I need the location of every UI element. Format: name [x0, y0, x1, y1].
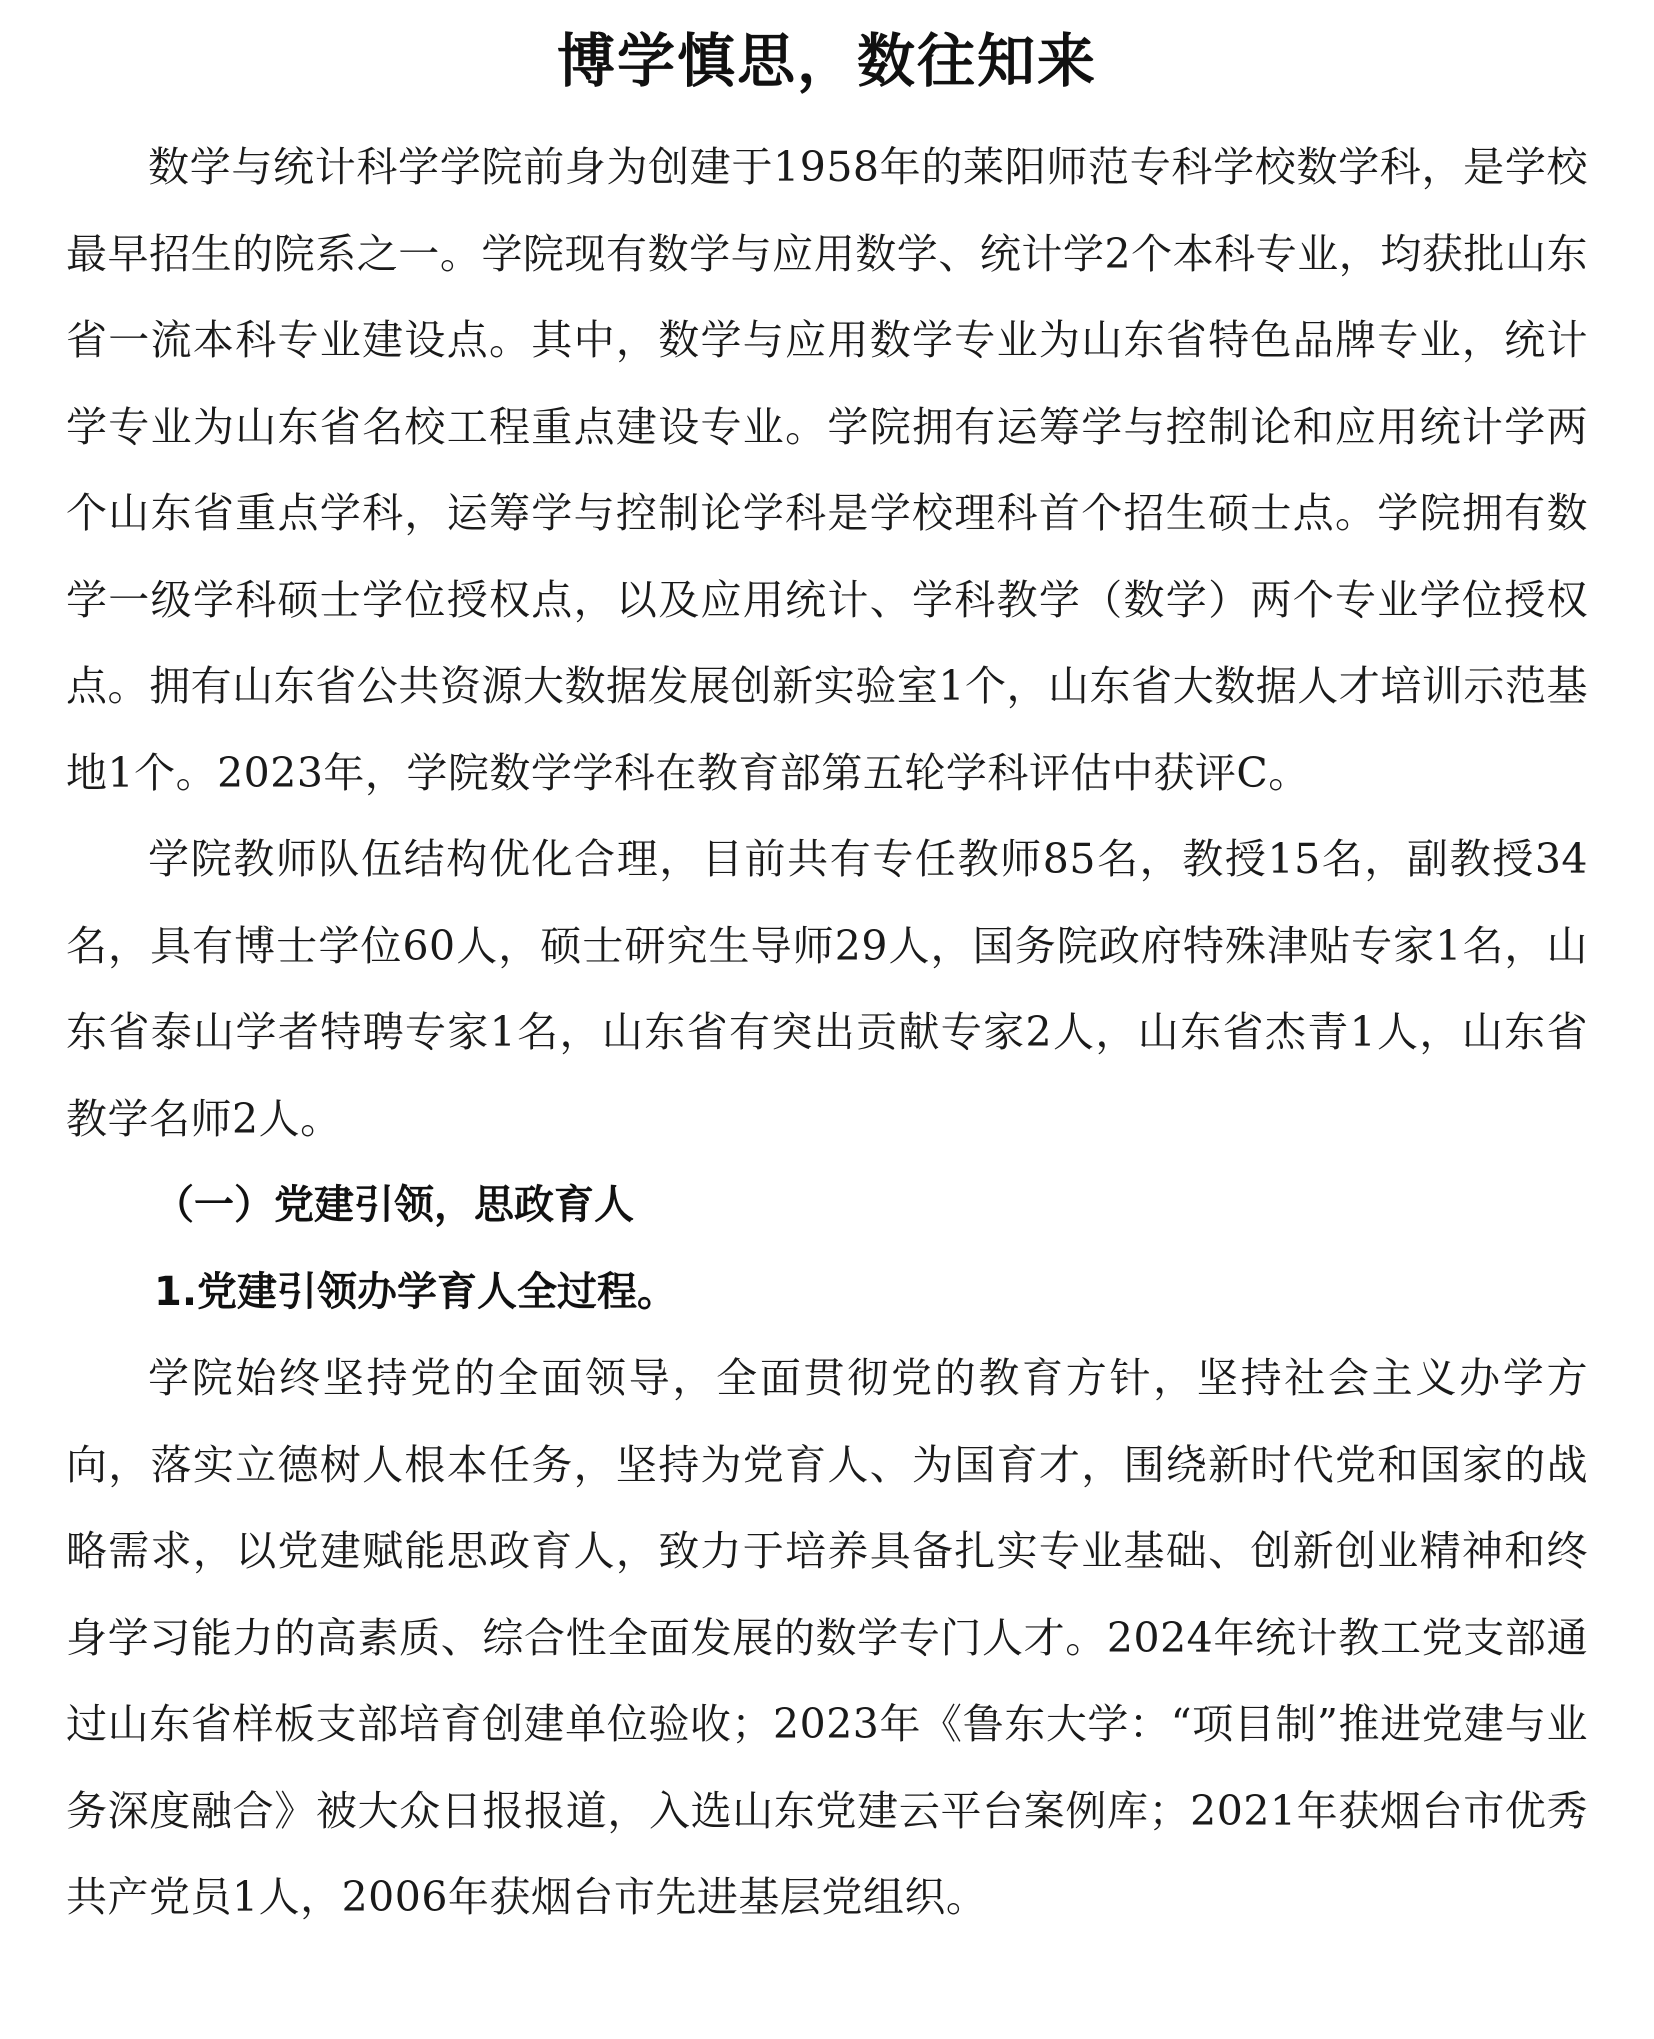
paragraph-faculty: 学院教师队伍结构优化合理，目前共有专任教师85名，教授15名，副教授34名，具有博士学位60人，硕士研究生导师29人，国务院政府特殊津贴专家1名，山东省泰山学者特聘专家1名，山东省有突出贡献专家2人，山东省杰青1人，山东省教学名师2人。: [66, 835, 1588, 1143]
paragraph-college-overview: 数学与统计科学学院前身为创建于1958年的莱阳师范专科学校数学科，是学校最早招生的院系之一。学院现有数学与应用数学、统计学2个本科专业，均获批山东省一流本科专业建设点。其中，数学与应用数学专业为山东省特色品牌专业，统计学专业为山东省名校工程重点建设专业。学院拥有运筹学与控制论和应用统计学两个山东省重点学科，运筹学与控制论学科是学校理科首个招生硕士点。学院拥有数学一级学科硕士学位授权点，以及应用统计、学科教学（数学）两个专业学位授权点。拥有山东省公共资源大数据发展创新实验室1个，山东省大数据人才培训示范基地1个。2023年，学院数学学科在教育部第五轮学科评估中获评C。: [66, 143, 1588, 797]
subsection-heading: 1.党建引领办学育人全过程。: [154, 1268, 678, 1315]
document-page: [66, 0, 1588, 1941]
section-heading: （一）党建引领，思政育人: [154, 1182, 634, 1228]
document-title: 博学慎思，数往知来: [556, 27, 1097, 95]
paragraph-party-building: 学院始终坚持党的全面领导，全面贯彻党的教育方针，坚持社会主义办学方向，落实立德树人根本任务，坚持为党育人、为国育才，围绕新时代党和国家的战略需求，以党建赋能思政育人，致力于培养具备扎实专业基础、创新创业精神和终身学习能力的高素质、综合性全面发展的数学专门人才。2024年统计教工党支部通过山东省样板支部培育创建单位验收；2023年《鲁东大学：“项目制”推进党建与业务深度融合》被大众日报报道，入选山东党建云平台案例库；2021年获烟台市优秀共产党员1人，2006年获烟台市先进基层党组织。: [66, 1354, 1588, 1921]
